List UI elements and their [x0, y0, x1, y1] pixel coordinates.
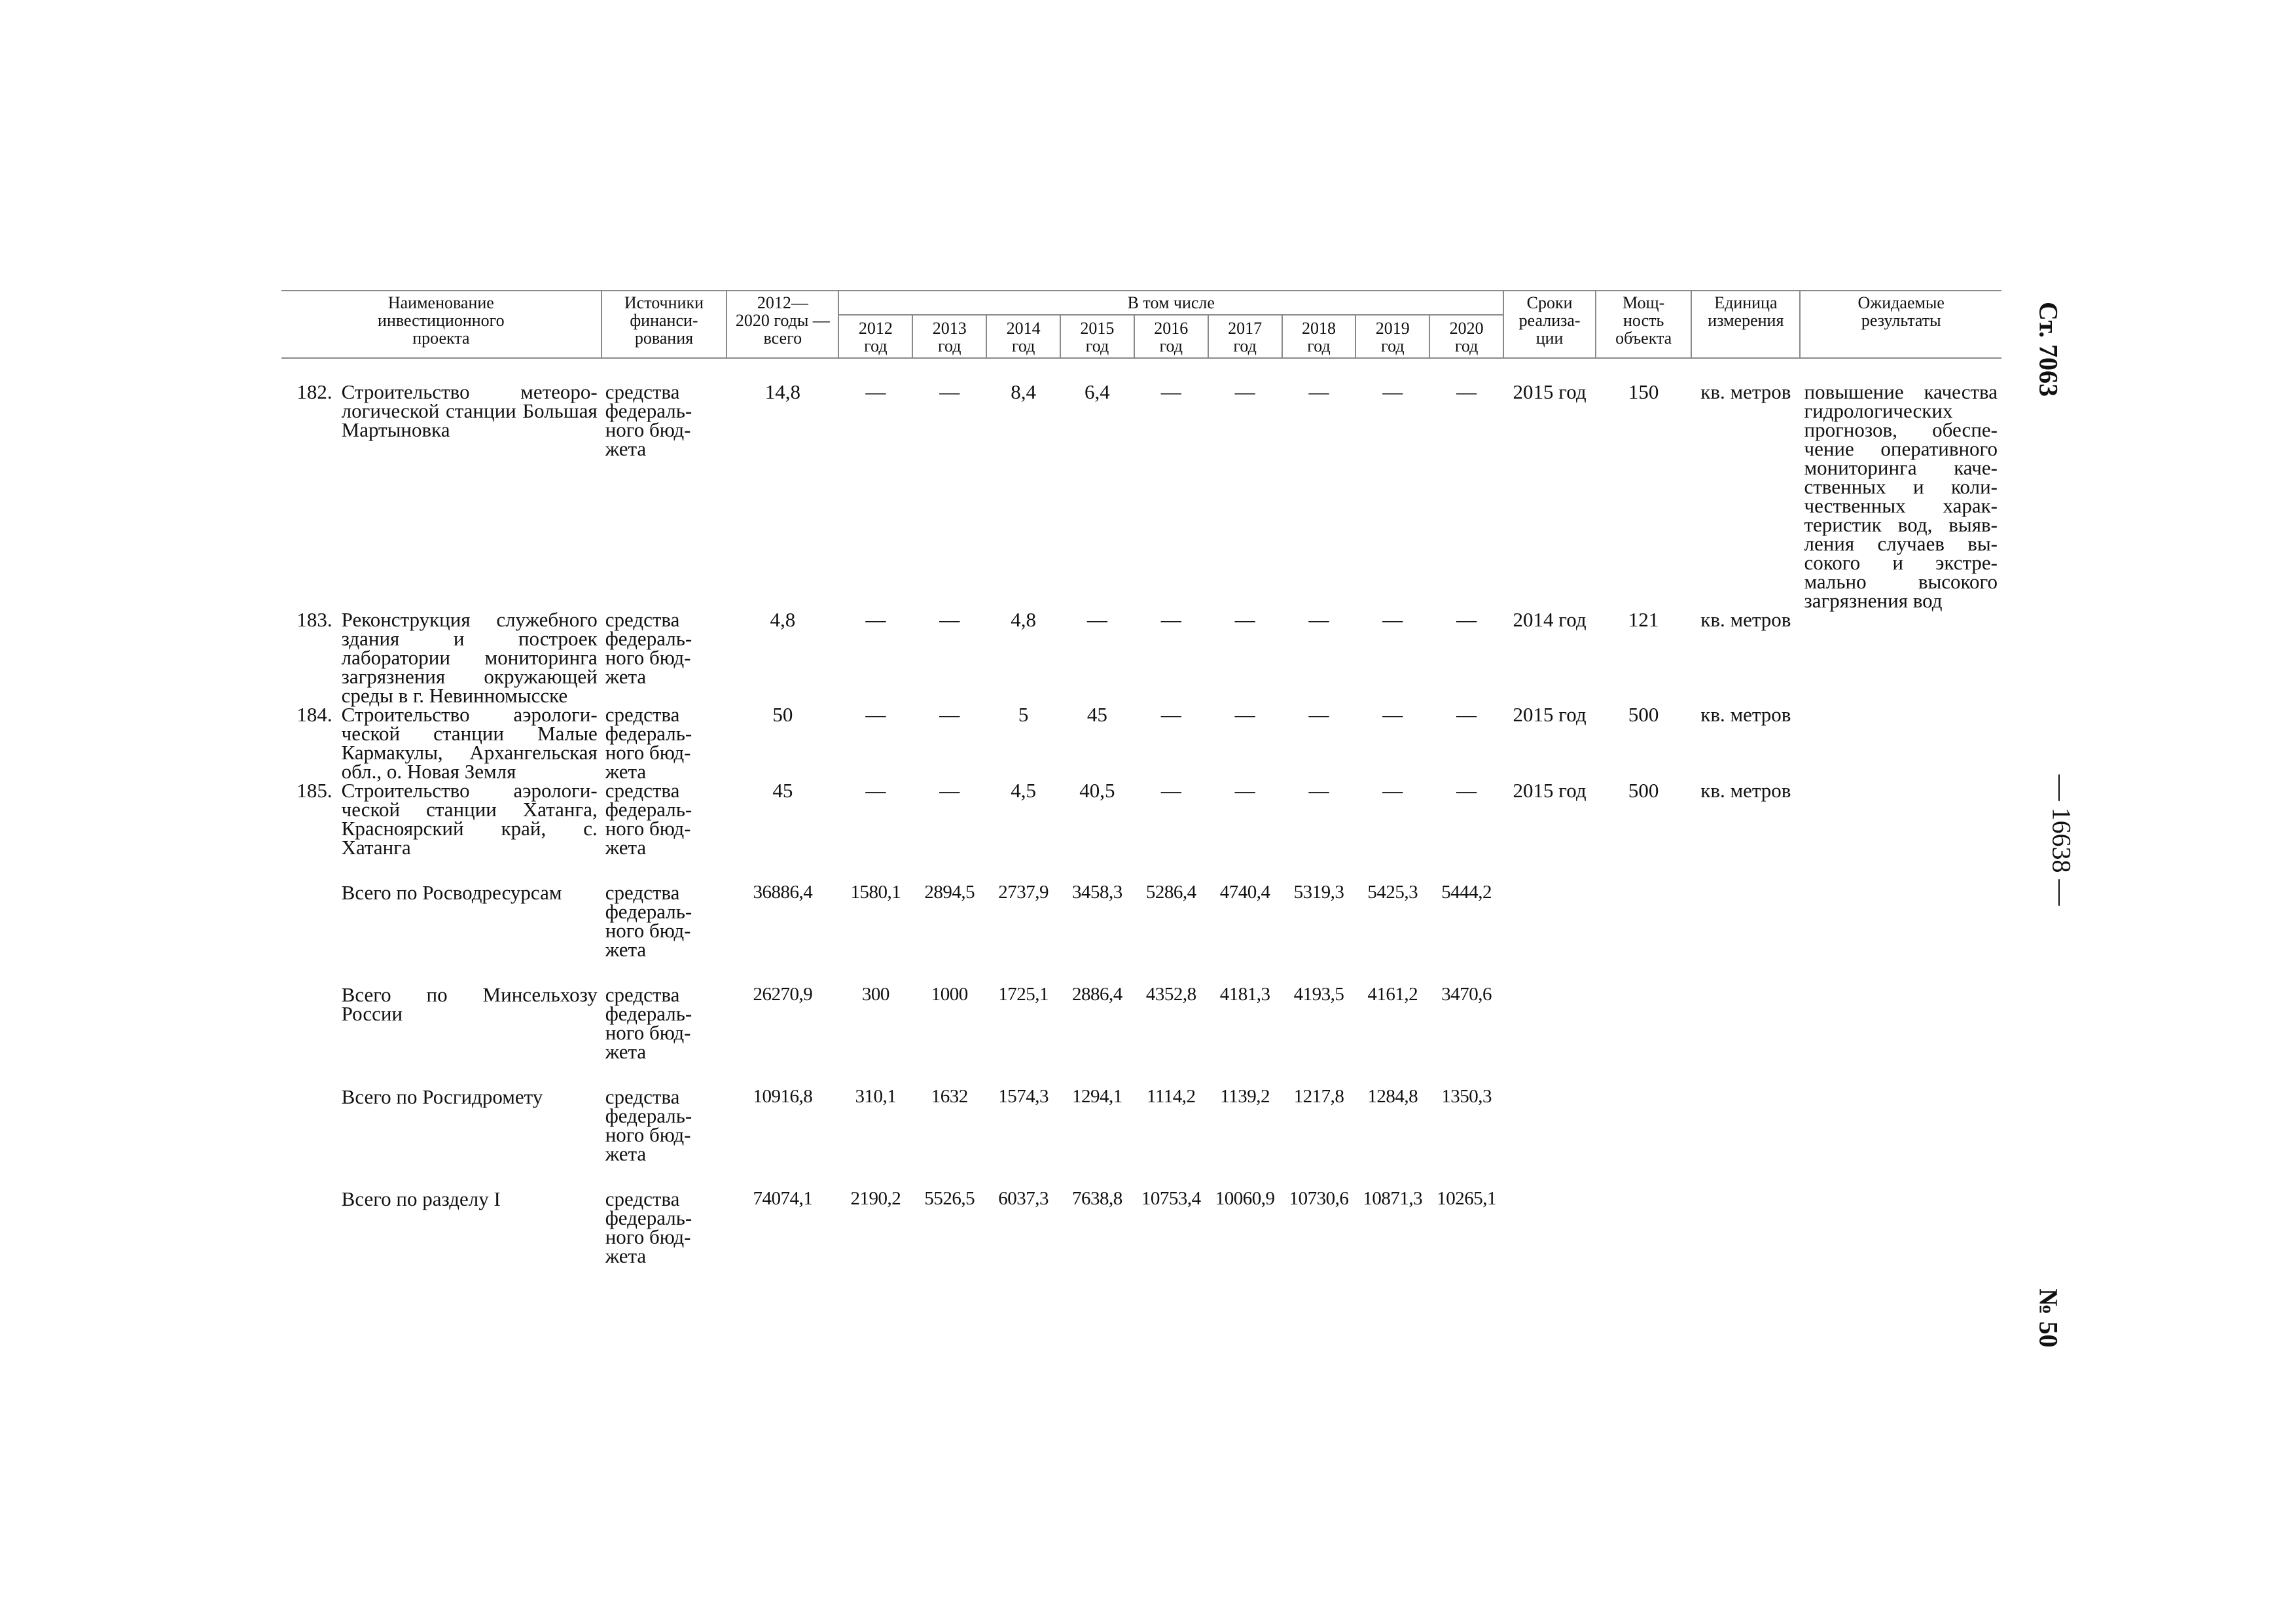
year-value: 10730,6	[1289, 1188, 1349, 1209]
header-line: год	[1159, 336, 1183, 355]
implementation-period: 2014 год	[1513, 608, 1587, 631]
header-line: финанси-	[630, 311, 698, 330]
funding-source: средства федерального бюджета	[605, 1187, 692, 1267]
header-line: 2019	[1375, 319, 1410, 338]
empty-cell	[1503, 1061, 1596, 1163]
header-line: Источники	[624, 293, 704, 312]
implementation-period: 2015 год	[1513, 703, 1587, 726]
expected-results	[1800, 610, 2001, 705]
table-row	[281, 358, 2001, 610]
year-value: —	[1160, 380, 1181, 403]
year-value: 2886,4	[1072, 984, 1122, 1005]
year-value: 4352,8	[1145, 984, 1196, 1005]
year-value: —	[1234, 779, 1255, 802]
year-value: 6037,3	[998, 1188, 1049, 1209]
empty-cell	[1596, 1163, 1691, 1265]
header-results	[1800, 291, 2001, 358]
year-value: 1580,1	[850, 882, 901, 903]
doc-number: — 16638 —	[2047, 774, 2077, 906]
header-year	[1060, 315, 1134, 358]
project-name: Реконструкция служебного здания и построек лаборатории мониторинга загрязнения окружающей среды в г. Невинномысске	[341, 608, 598, 707]
year-value: 7638,8	[1072, 1188, 1122, 1209]
header-year	[1429, 315, 1503, 358]
year-value: 45	[1086, 703, 1107, 726]
table-row	[281, 610, 2001, 705]
empty-cell	[1596, 1061, 1691, 1163]
empty-cell	[1691, 1061, 1800, 1163]
header-line: 2015	[1080, 319, 1115, 338]
total-value: 14,8	[764, 380, 800, 403]
header-line: результаты	[1861, 311, 1941, 330]
header-line: год	[1454, 336, 1479, 355]
header-line: год	[1307, 336, 1331, 355]
total-row	[281, 1061, 2001, 1163]
year-value: —	[865, 380, 886, 403]
year-value: 1284,8	[1367, 1086, 1418, 1107]
implementation-period: 2015 год	[1513, 380, 1587, 403]
total-name: Всего по Минсельхозу России	[341, 983, 598, 1025]
project-name: Строительство метеорологической станции Большая Мартыновка	[341, 380, 598, 441]
header-year	[1282, 315, 1356, 358]
year-value: —	[1456, 380, 1477, 403]
empty-cell	[1800, 857, 2001, 959]
header-line: 2020	[1449, 319, 1484, 338]
header-line: год	[1085, 336, 1109, 355]
empty-cell	[1691, 959, 1800, 1061]
year-value: —	[939, 380, 960, 403]
year-value: 10265,1	[1437, 1188, 1497, 1209]
total-row	[281, 1163, 2001, 1265]
year-value: —	[1382, 380, 1403, 403]
year-value: 4740,4	[1219, 882, 1270, 903]
year-value: —	[1086, 608, 1107, 631]
header-line: Единица	[1714, 293, 1778, 312]
header-line: Сроки	[1526, 293, 1573, 312]
total-value: 26270,9	[753, 984, 813, 1005]
header-line: год	[1233, 336, 1257, 355]
table-row	[281, 705, 2001, 781]
header-line: год	[864, 336, 888, 355]
header-line: 2018	[1301, 319, 1336, 338]
page-ref: Ст. 7063	[2034, 302, 2064, 397]
funding-source: средства федерального бюджета	[605, 1085, 692, 1165]
year-value: —	[1234, 703, 1255, 726]
header-line: реализа-	[1518, 311, 1581, 330]
header-line: ции	[1535, 329, 1564, 348]
year-value: 1350,3	[1441, 1086, 1492, 1107]
empty-cell	[1503, 959, 1596, 1061]
header-name	[281, 291, 601, 358]
row-number	[281, 1061, 338, 1163]
header-source	[601, 291, 726, 358]
year-value: 4193,5	[1293, 984, 1344, 1005]
header-line: 2017	[1228, 319, 1263, 338]
year-value: —	[1308, 380, 1329, 403]
year-value: 300	[861, 984, 889, 1005]
header-line: 2013	[932, 319, 967, 338]
header-line: год	[1011, 336, 1035, 355]
header-unit	[1691, 291, 1800, 358]
header-line: ность	[1623, 311, 1664, 330]
total-name: Всего по Росводресурсам	[341, 881, 562, 904]
year-value: —	[1160, 779, 1181, 802]
total-row	[281, 959, 2001, 1061]
year-value: 1000	[931, 984, 968, 1005]
year-value: —	[1160, 703, 1181, 726]
empty-cell	[1800, 959, 2001, 1061]
year-value: —	[865, 703, 886, 726]
header-line: 2012	[858, 319, 893, 338]
year-value: 1725,1	[998, 984, 1049, 1005]
header-year	[986, 315, 1060, 358]
year-value: —	[1382, 608, 1403, 631]
year-value: 40,5	[1079, 779, 1115, 802]
unit-value: кв. метров	[1700, 380, 1791, 403]
total-name: Всего по разделу I	[341, 1187, 501, 1210]
year-value: —	[1456, 608, 1477, 631]
capacity-value: 150	[1628, 380, 1659, 403]
empty-cell	[1596, 959, 1691, 1061]
unit-value: кв. метров	[1700, 779, 1791, 802]
implementation-period: 2015 год	[1513, 779, 1587, 802]
year-value: 5526,5	[924, 1188, 975, 1209]
header-line: 2020 годы —	[735, 311, 830, 330]
empty-cell	[1691, 857, 1800, 959]
year-value: 2894,5	[924, 882, 975, 903]
year-value: —	[1456, 779, 1477, 802]
header-line: проекта	[412, 329, 470, 348]
row-number: 182.	[296, 380, 332, 403]
funding-source: средства федерального бюджета	[605, 881, 692, 961]
year-value: 3470,6	[1441, 984, 1492, 1005]
year-value: 4161,2	[1367, 984, 1418, 1005]
total-value: 10916,8	[753, 1086, 813, 1107]
year-value: 5	[1018, 703, 1029, 726]
total-value: 36886,4	[753, 882, 813, 903]
funding-source: средства федерального бюджета	[605, 983, 692, 1063]
header-line: Мощ-	[1623, 293, 1665, 312]
year-value: 3458,3	[1072, 882, 1122, 903]
header-period	[1503, 291, 1596, 358]
total-row	[281, 857, 2001, 959]
year-value: —	[1308, 703, 1329, 726]
empty-cell	[1503, 857, 1596, 959]
project-name: Строительство аэрологической станции Хатанга, Красноярский край, с. Хатанга	[341, 779, 598, 859]
header-line: 2016	[1154, 319, 1189, 338]
year-value: 4181,3	[1219, 984, 1270, 1005]
header-line: инвестиционного	[378, 311, 505, 330]
year-value: 1574,3	[998, 1086, 1049, 1107]
year-value: 4,5	[1011, 779, 1036, 802]
header-total	[726, 291, 838, 358]
header-year	[838, 315, 912, 358]
header-capacity	[1596, 291, 1691, 358]
year-value: 4,8	[1011, 608, 1036, 631]
unit-value: кв. метров	[1700, 703, 1791, 726]
header-line: объекта	[1615, 329, 1672, 348]
empty-cell	[1800, 1061, 2001, 1163]
year-value: 5444,2	[1441, 882, 1492, 903]
header-year	[912, 315, 986, 358]
year-value: —	[1308, 779, 1329, 802]
year-value: —	[1234, 608, 1255, 631]
year-value: 1139,2	[1220, 1086, 1270, 1107]
row-number: 185.	[296, 779, 332, 802]
empty-cell	[1800, 1163, 2001, 1265]
year-value: 5319,3	[1293, 882, 1344, 903]
header-line: год	[1381, 336, 1405, 355]
expected-results: повышение качества гидрологических прогнозов, обеспечение оперативного мониторинга качественных и количественных характеристик вод, выявления случаев высокого и экстремально высокого загрязнения вод	[1804, 380, 1998, 612]
year-value: 6,4	[1085, 380, 1110, 403]
row-number	[281, 1163, 338, 1265]
capacity-value: 121	[1628, 608, 1659, 631]
total-value: 74074,1	[753, 1188, 813, 1209]
expected-results	[1800, 781, 2001, 857]
year-value: 5286,4	[1145, 882, 1196, 903]
header-line: 2014	[1006, 319, 1041, 338]
empty-cell	[1503, 1163, 1596, 1265]
total-value: 50	[772, 703, 793, 726]
header-line: год	[937, 336, 961, 355]
header-year	[1355, 315, 1429, 358]
year-value: 1114,2	[1146, 1086, 1196, 1107]
header-line: всего	[763, 329, 802, 348]
year-value: 2190,2	[850, 1188, 901, 1209]
empty-cell	[1596, 857, 1691, 959]
year-value: —	[1160, 608, 1181, 631]
row-number: 183.	[296, 608, 332, 631]
header-line: 2012—	[757, 293, 808, 312]
year-value: 1294,1	[1072, 1086, 1122, 1107]
year-value: 1217,8	[1293, 1086, 1344, 1107]
year-value: 5425,3	[1367, 882, 1418, 903]
year-value: —	[865, 608, 886, 631]
year-value: —	[1456, 703, 1477, 726]
row-number	[281, 959, 338, 1061]
unit-value: кв. метров	[1700, 608, 1791, 631]
year-value: —	[865, 779, 886, 802]
funding-source: средства федерального бюджета	[605, 380, 692, 460]
year-value: —	[1382, 703, 1403, 726]
project-name: Строительство аэрологической станции Малые Кармакулы, Архангельская обл., о. Новая Земля	[341, 703, 598, 783]
table-row	[281, 781, 2001, 857]
year-value: 10060,9	[1215, 1188, 1275, 1209]
year-value: —	[939, 779, 960, 802]
total-value: 45	[772, 779, 793, 802]
year-value: —	[1234, 380, 1255, 403]
year-value: —	[1308, 608, 1329, 631]
capacity-value: 500	[1628, 779, 1659, 802]
year-value: —	[939, 608, 960, 631]
header-including: В том числе	[838, 291, 1503, 315]
row-number: 184.	[296, 703, 332, 726]
issue-number: № 50	[2034, 1288, 2064, 1348]
header-year	[1134, 315, 1208, 358]
header-line: Наименование	[387, 293, 494, 312]
expected-results	[1800, 705, 2001, 781]
year-value: 1632	[931, 1086, 968, 1107]
year-value: —	[939, 703, 960, 726]
funding-source: средства федерального бюджета	[605, 608, 692, 688]
year-value: —	[1382, 779, 1403, 802]
year-value: 310,1	[855, 1086, 897, 1107]
capacity-value: 500	[1628, 703, 1659, 726]
funding-source: средства федерального бюджета	[605, 703, 692, 783]
year-value: 2737,9	[998, 882, 1049, 903]
funding-source: средства федерального бюджета	[605, 779, 692, 859]
investment-projects-table	[281, 290, 2001, 1265]
header-line: Ожидаемые	[1857, 293, 1945, 312]
header-line: рования	[634, 329, 694, 348]
year-value: 10871,3	[1363, 1188, 1423, 1209]
empty-cell	[1691, 1163, 1800, 1265]
row-number	[281, 857, 338, 959]
total-value: 4,8	[770, 608, 796, 631]
header-year	[1208, 315, 1282, 358]
total-name: Всего по Росгидромету	[341, 1085, 543, 1108]
year-value: 8,4	[1011, 380, 1036, 403]
header-line: измерения	[1708, 311, 1784, 330]
year-value: 10753,4	[1141, 1188, 1201, 1209]
